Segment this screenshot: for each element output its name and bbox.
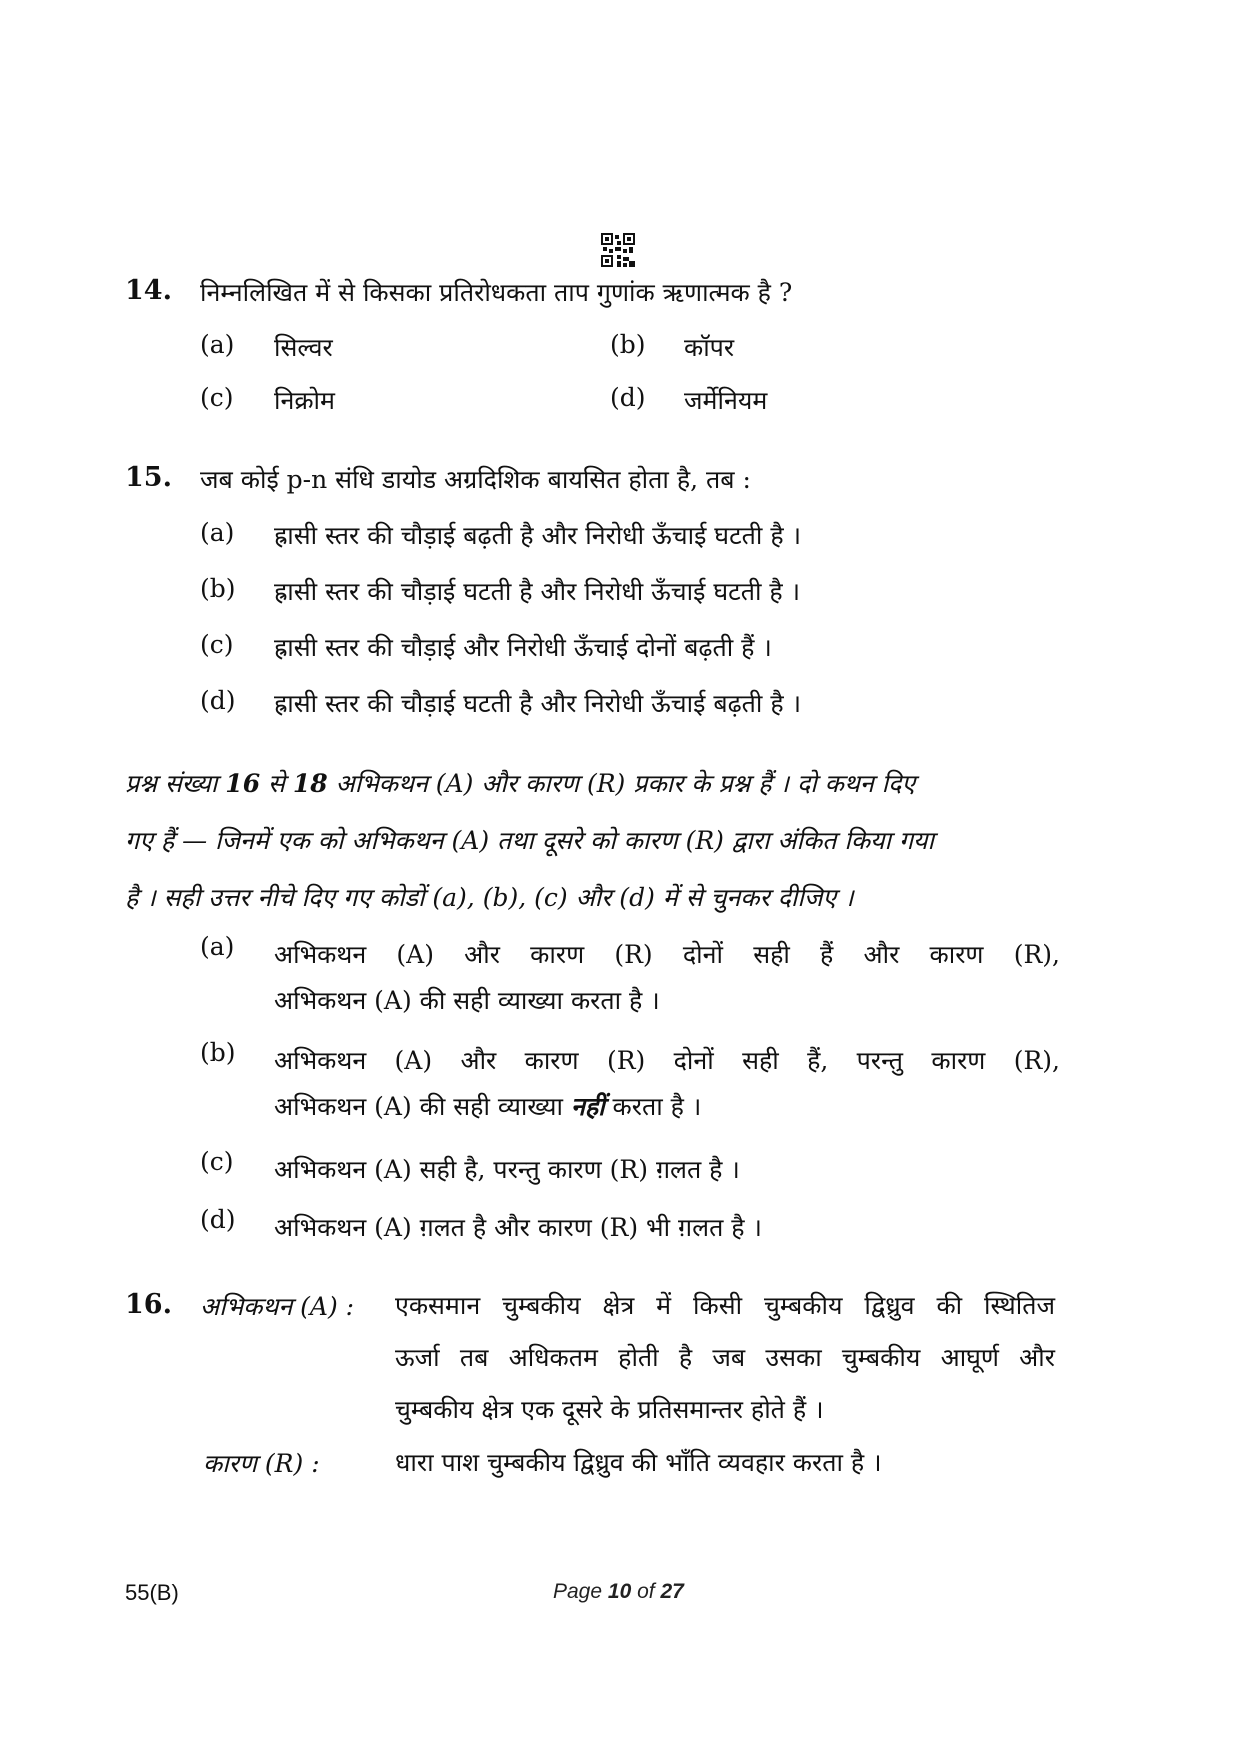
reason-text <box>395 1437 1055 1489</box>
option-label: (d) <box>200 686 236 715</box>
option-text: ह्रासी स्तर की चौड़ाई बढ़ती है और निरोधी ऊँचाई घटती है । <box>274 521 802 550</box>
question-text: निम्नलिखित में से किसका प्रतिरोधकता ताप गुणांक ऋणात्मक है ? <box>200 278 793 307</box>
option-label: (a) <box>200 518 235 547</box>
assertion-line-2: ऊर्जा तब अधिकतम होती है जब उसका चुम्बकीय आघूर्ण और <box>395 1343 1055 1372</box>
question-text: जब कोई p-n संधि डायोड अग्रदिशिक बायसित होता है, तब : <box>200 465 751 494</box>
assertion-label: अभिकथन (A) : <box>200 1292 355 1321</box>
assertion-text <box>395 1280 1055 1436</box>
reason-line: धारा पाश चुम्बकीय द्विध्रुव की भाँति व्यवहार करता है । <box>395 1448 882 1477</box>
option-text: ह्रासी स्तर की चौड़ाई और निरोधी ऊँचाई दोनों बढ़ती हैं । <box>274 633 772 662</box>
option-line-1: अभिकथन (A) ग़लत है और कारण (R) भी ग़लत है । <box>274 1213 762 1242</box>
option-line-1: अभिकथन (A) और कारण (R) दोनों सही हैं, परन्तु कारण (R), <box>274 1046 1060 1075</box>
question-number: 14. <box>125 275 172 306</box>
option-line-1: अभिकथन (A) सही है, परन्तु कारण (R) ग़लत है । <box>274 1155 740 1184</box>
option-text: जर्मेनियम <box>684 386 768 415</box>
option-line-1: अभिकथन (A) और कारण (R) दोनों सही हैं और कारण (R), <box>274 940 1060 969</box>
instructions-line-1: प्रश्न संख्या 16 से 18 अभिकथन (A) और कारण (R) प्रकार के प्रश्न हैं । दो कथन दिए <box>125 769 916 798</box>
qr-code-icon <box>601 233 635 267</box>
option-label: (b) <box>610 330 646 359</box>
assertion-line-1: एकसमान चुम्बकीय क्षेत्र में किसी चुम्बकीय द्विध्रुव की स्थितिज <box>395 1291 1055 1320</box>
option-line-2: अभिकथन (A) की सही व्याख्या करता है । <box>274 986 660 1015</box>
option-label: (d) <box>200 1205 236 1234</box>
option-line-2: अभिकथन (A) की सही व्याख्या नहीं करता है । <box>274 1092 702 1121</box>
option-text: सिल्वर <box>274 333 333 362</box>
question-number: 16. <box>125 1289 172 1320</box>
option-label: (a) <box>200 932 235 961</box>
assertion-reason-instructions <box>125 755 1060 926</box>
option-label: (b) <box>200 574 236 603</box>
option-text: कॉपर <box>684 333 735 362</box>
question-number: 15. <box>125 462 172 493</box>
option-label: (a) <box>200 330 235 359</box>
option-label: (c) <box>200 1147 234 1176</box>
option-label: (c) <box>200 383 234 412</box>
instructions-line-3: है । सही उत्तर नीचे दिए गए कोडों (a), (b), (c) और (d) में से चुनकर दीजिए । <box>125 883 854 912</box>
option-label: (c) <box>200 630 234 659</box>
assertion-line-3: चुम्बकीय क्षेत्र एक दूसरे के प्रतिसमान्तर होते हैं । <box>395 1395 824 1424</box>
option-label: (d) <box>610 383 646 412</box>
option-text: निक्रोम <box>274 386 335 415</box>
option-text: ह्रासी स्तर की चौड़ाई घटती है और निरोधी ऊँचाई घटती है । <box>274 577 801 606</box>
paper-code: 55(B) <box>125 1580 179 1605</box>
option-label: (b) <box>200 1038 236 1067</box>
instructions-line-2: गए हैं — जिनमें एक को अभिकथन (A) तथा दूसरे को कारण (R) द्वारा अंकित किया गया <box>125 826 934 855</box>
option-text: ह्रासी स्तर की चौड़ाई घटती है और निरोधी ऊँचाई बढ़ती है । <box>274 689 802 718</box>
page-number: Page 10 of 27 <box>553 1580 684 1603</box>
reason-label: कारण (R) : <box>203 1449 320 1478</box>
